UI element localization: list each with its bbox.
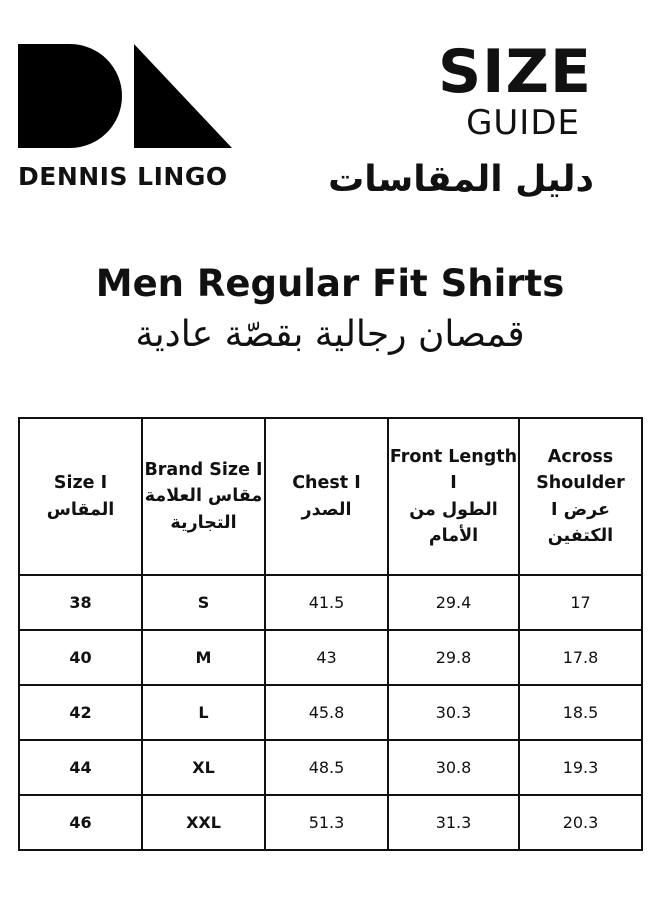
cell-across-shoulder: 19.3 xyxy=(519,740,642,795)
cell-front-length: 30.8 xyxy=(388,740,519,795)
cell-chest: 48.5 xyxy=(265,740,388,795)
cell-chest: 51.3 xyxy=(265,795,388,850)
cell-brand-size: XL xyxy=(142,740,265,795)
table-row xyxy=(19,740,642,795)
header-label-arabic: عرض I الكتفين xyxy=(547,499,614,546)
header-chest xyxy=(265,418,388,575)
cell-size: 40 xyxy=(19,630,142,685)
cell-across-shoulder: 17 xyxy=(519,575,642,630)
size-title: SIZE xyxy=(437,37,592,107)
header-label-arabic: الطول من الأمام xyxy=(409,499,498,546)
size-table xyxy=(18,417,643,851)
header-front-length xyxy=(388,418,519,575)
brand-name: DENNIS LINGO xyxy=(18,162,228,191)
table-row xyxy=(19,630,642,685)
table-row xyxy=(19,685,642,740)
page-heading: Men Regular Fit Shirts xyxy=(95,262,565,305)
header-label-arabic: المقاس xyxy=(46,499,115,520)
dl-logo-icon xyxy=(18,44,236,148)
cell-chest: 41.5 xyxy=(265,575,388,630)
cell-brand-size: XXL xyxy=(142,795,265,850)
header-label: Size I xyxy=(53,473,108,494)
page-heading-arabic: قمصان رجالية بقصّة عادية xyxy=(135,314,525,355)
cell-front-length: 29.8 xyxy=(388,630,519,685)
header-brand-size xyxy=(142,418,265,575)
table-header-row xyxy=(19,418,642,575)
table-row xyxy=(19,575,642,630)
header-size xyxy=(19,418,142,575)
header-label: Front Length I xyxy=(389,447,518,494)
header-label: Across Shoulder xyxy=(536,447,625,494)
header-label: Chest I xyxy=(292,473,361,494)
guide-title-arabic: دليل المقاسات xyxy=(328,159,594,200)
cell-front-length: 29.4 xyxy=(388,575,519,630)
cell-chest: 43 xyxy=(265,630,388,685)
cell-brand-size: L xyxy=(142,685,265,740)
cell-chest: 45.8 xyxy=(265,685,388,740)
cell-brand-size: S xyxy=(142,575,265,630)
header-label-arabic: مقاس العلامة التجارية xyxy=(144,486,263,533)
cell-size: 42 xyxy=(19,685,142,740)
cell-size: 46 xyxy=(19,795,142,850)
header-label-arabic: الصدر xyxy=(301,499,352,520)
cell-across-shoulder: 18.5 xyxy=(519,685,642,740)
header-label: Brand Size I xyxy=(144,460,263,481)
cell-across-shoulder: 20.3 xyxy=(519,795,642,850)
header-across-shoulder xyxy=(519,418,642,575)
cell-front-length: 31.3 xyxy=(388,795,519,850)
cell-front-length: 30.3 xyxy=(388,685,519,740)
table-row xyxy=(19,795,642,850)
cell-across-shoulder: 17.8 xyxy=(519,630,642,685)
guide-title: GUIDE xyxy=(466,103,580,143)
cell-brand-size: M xyxy=(142,630,265,685)
cell-size: 38 xyxy=(19,575,142,630)
brand-logo xyxy=(18,44,236,148)
cell-size: 44 xyxy=(19,740,142,795)
